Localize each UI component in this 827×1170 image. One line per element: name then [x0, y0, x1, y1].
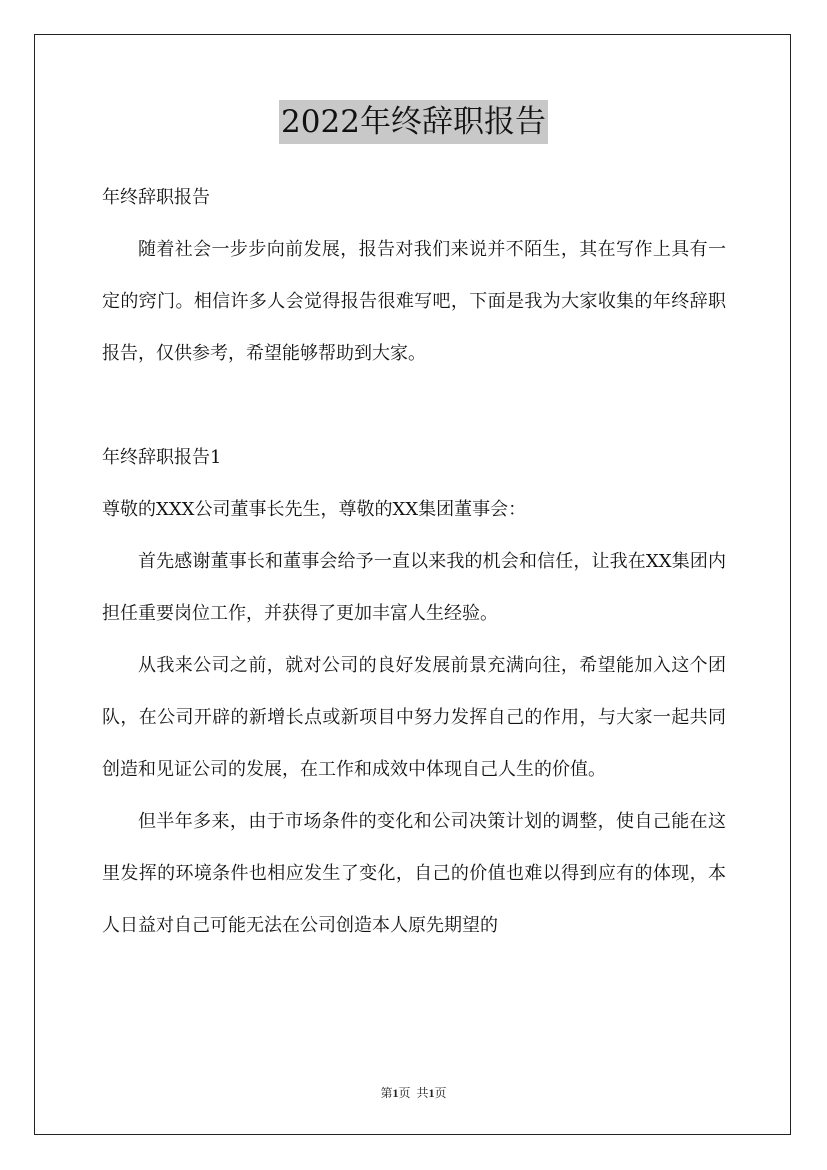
- body-paragraph: 但半年多来，由于市场条件的变化和公司决策计划的调整，使自己能在这里发挥的环境条件也相应发生了变化，自己的价值也难以得到应有的体现，本人日益对自己可能无法在公司创造本人原先期望的: [102, 811, 726, 936]
- document-title-text: 2022年终辞职报告: [279, 100, 548, 144]
- salutation: 尊敬的XXX公司董事长先生，尊敬的XX集团董事会：: [102, 499, 527, 520]
- section-heading: 年终辞职报告1: [102, 447, 222, 468]
- document-title: [0, 100, 827, 149]
- body-paragraph: 首先感谢董事长和董事会给予一直以来我的机会和信任，让我在XX集团内担任重要岗位工作，并获得了更加丰富人生经验。: [102, 551, 726, 624]
- footer-total-pages: 1: [428, 1086, 435, 1100]
- document-body: [102, 172, 726, 952]
- blank-line: [102, 380, 726, 432]
- footer-current-page: 1: [392, 1086, 399, 1100]
- footer-prefix: 第: [380, 1086, 393, 1100]
- intro-heading: 年终辞职报告: [102, 187, 210, 208]
- footer-suffix: 页: [434, 1086, 447, 1100]
- body-paragraph: 从我来公司之前，就对公司的良好发展前景充满向往，希望能加入这个团队，在公司开辟的新增长点或新项目中努力发挥自己的作用，与大家一起共同创造和见证公司的发展，在工作和成效中体现自己人生的价值。: [102, 655, 726, 780]
- intro-paragraph: 随着社会一步步向前发展，报告对我们来说并不陌生，其在写作上具有一定的窍门。相信许多人会觉得报告很难写吧，下面是我为大家收集的年终辞职报告，仅供参考，希望能够帮助到大家。: [102, 239, 726, 364]
- footer-mid: 页 共: [398, 1086, 429, 1100]
- page-footer: [0, 1083, 827, 1103]
